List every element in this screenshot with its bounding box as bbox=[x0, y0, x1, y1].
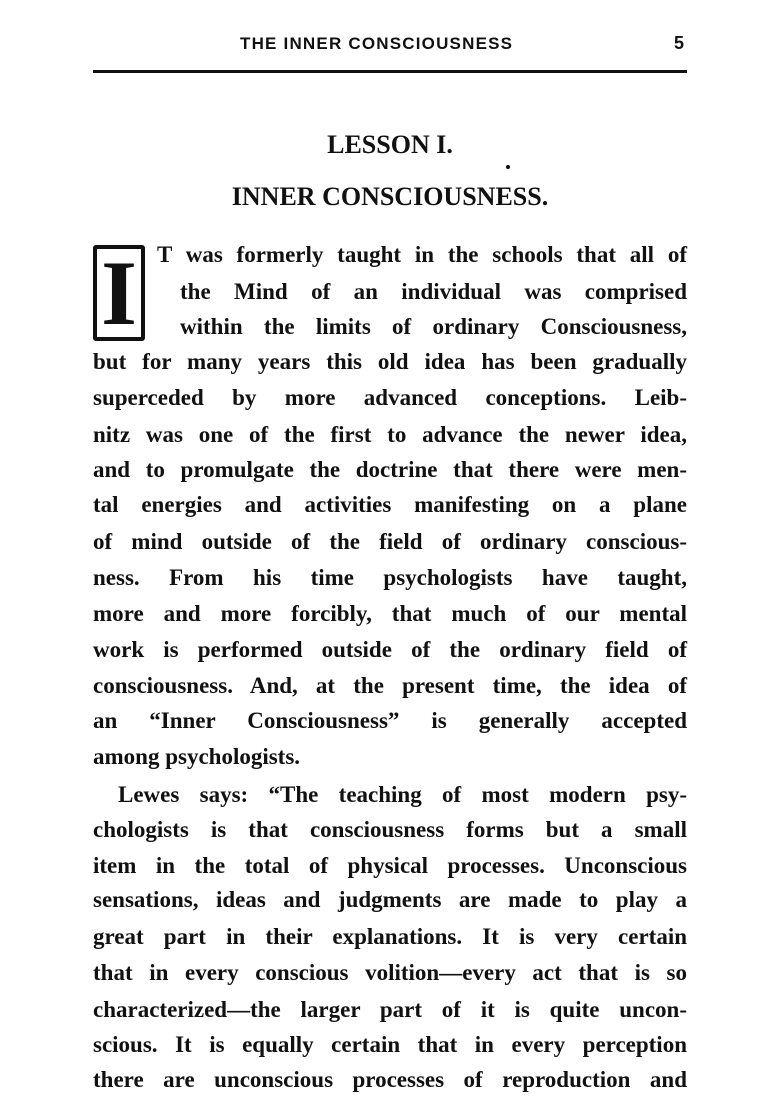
text-line: an “Inner Consciousness” is generally accepted bbox=[93, 708, 687, 733]
text-line: item in the total of physical processes. Unconscious bbox=[93, 853, 687, 878]
text-line: chologists is that consciousness forms but a small bbox=[93, 817, 687, 842]
header-rule bbox=[93, 70, 687, 73]
lesson-title: INNER CONSCIOUSNESS. bbox=[231, 182, 549, 211]
text-line: the Mind of an individual was comprised bbox=[180, 279, 687, 304]
text-line: but for many years this old idea has been gradually bbox=[93, 349, 687, 374]
text-line: scious. It is equally certain that in every perception bbox=[93, 1032, 687, 1057]
text-line: superceded by more advanced conceptions. Leib- bbox=[93, 385, 687, 410]
text-line: sensations, ideas and judgments are made to play a bbox=[93, 887, 687, 912]
text-line: work is performed outside of the ordinary field of bbox=[93, 637, 687, 662]
text-line: of mind outside of the field of ordinary conscious- bbox=[93, 529, 687, 554]
text-line: and to promulgate the doctrine that there were men- bbox=[93, 457, 687, 482]
text-line: within the limits of ordinary Consciousness, bbox=[180, 314, 687, 339]
text-line: ness. From his time psychologists have taught, bbox=[93, 565, 687, 590]
text-line: Lewes says: “The teaching of most modern psy- bbox=[118, 782, 687, 807]
text-line: that in every conscious volition—every act that is so bbox=[93, 960, 687, 985]
text-line: T was formerly taught in the schools that all of bbox=[157, 242, 687, 267]
text-line: among psychologists. bbox=[93, 744, 301, 769]
text-line: tal energies and activities manifesting on a plane bbox=[93, 492, 687, 517]
text-line: there are unconscious processes of reproduction and bbox=[93, 1067, 687, 1092]
text-line: characterized—the larger part of it is quite uncon- bbox=[93, 997, 687, 1022]
page-number: 5 bbox=[674, 33, 685, 53]
text-line: consciousness. And, at the present time, the idea of bbox=[93, 673, 687, 698]
text-line: great part in their explanations. It is very certain bbox=[93, 924, 687, 949]
text-line: more and more forcibly, that much of our mental bbox=[93, 601, 687, 626]
drop-cap: I bbox=[93, 245, 145, 341]
print-speck bbox=[506, 165, 510, 169]
lesson-number: LESSON I. bbox=[327, 130, 453, 159]
running-title: THE INNER CONSCIOUSNESS bbox=[240, 34, 514, 53]
text-line: nitz was one of the first to advance the newer idea, bbox=[93, 422, 687, 447]
